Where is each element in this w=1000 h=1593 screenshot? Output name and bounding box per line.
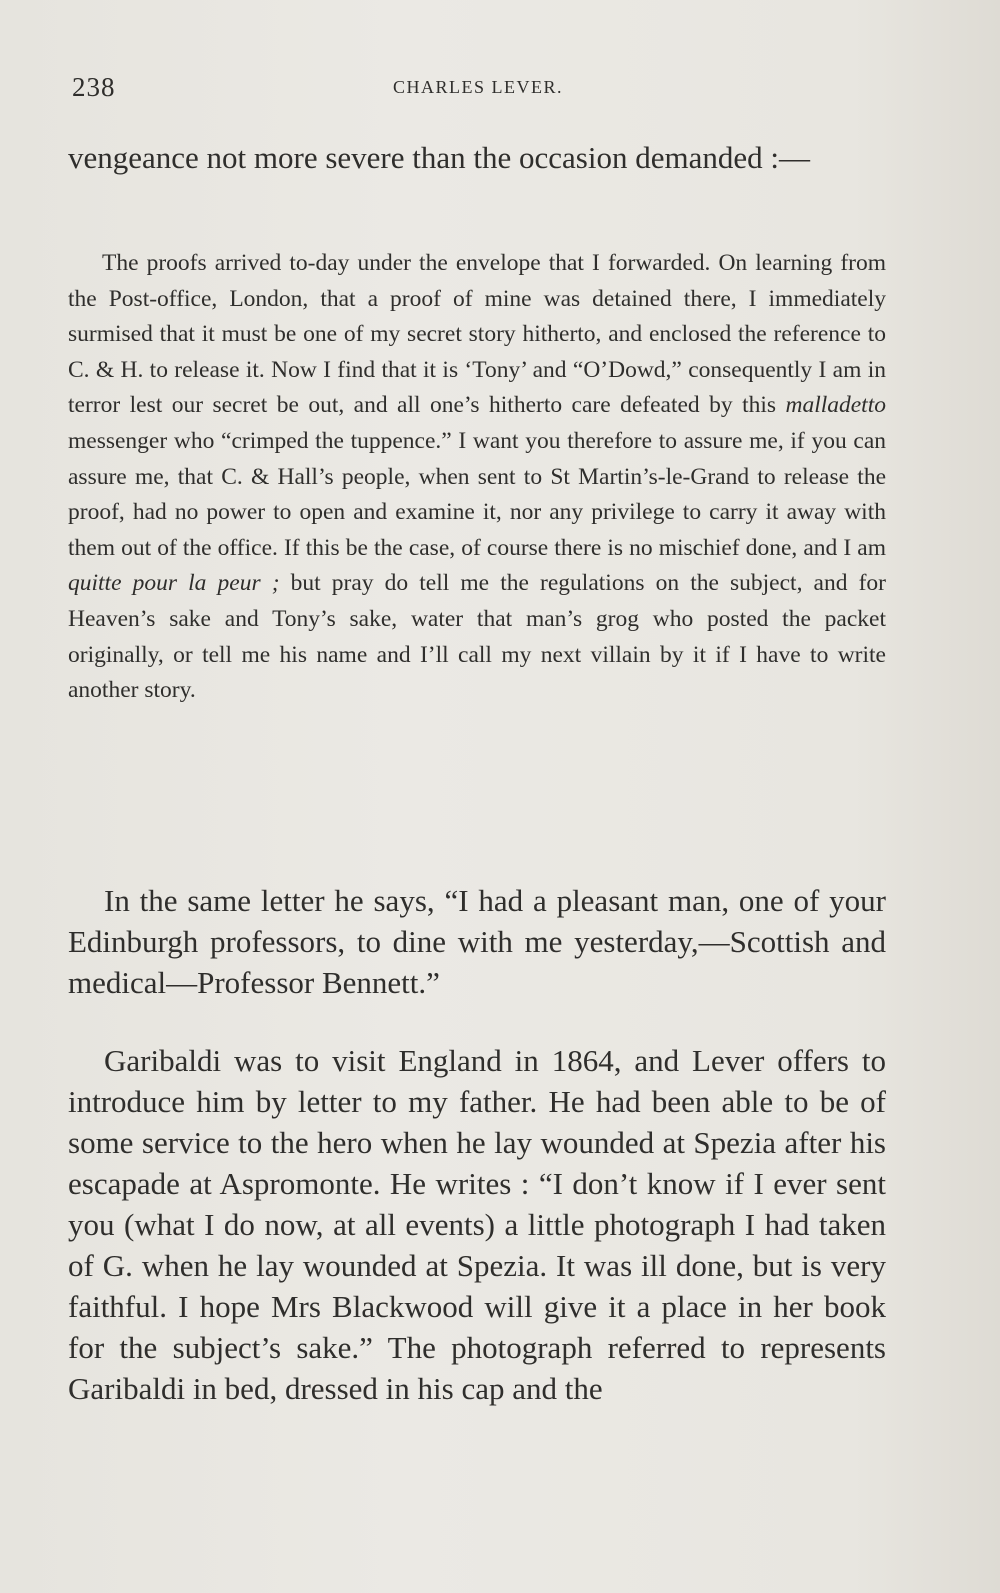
page-number: 238 <box>72 72 116 102</box>
running-head <box>72 72 884 112</box>
running-title: CHARLES LEVER. <box>392 77 563 97</box>
letter-italic-term-2: quitte pour la peur ; <box>68 570 280 597</box>
quoted-letter <box>68 246 886 709</box>
body-paragraph-1: In the same letter he says, “I had a pleasant man, one of your Edinburgh professors, to dine with me yesterday,—Scottish and medical—Professor Bennett.” <box>68 883 886 1000</box>
letter-italic-term-1: malladetto <box>785 392 886 419</box>
lead-in-text: vengeance not more severe than the occasion demanded :— <box>68 140 810 175</box>
letter-text-part-2: messenger who “crimped the tuppence.” I want you therefore to assure me, if you can assure me, that C. & Hall’s people, when sent to St Martin’s-le-Grand to release the proof, had no power to open and examine it, nor any privilege to carry it away with them out of the office. If this be the case, of course there is no mischief done, and I am <box>68 427 886 561</box>
body-paragraph-2: Garibaldi was to visit England in 1864, and Lever offers to introduce him by letter to my father. He had been able to be of some service to the hero when he lay wounded at Spezia after his escapade at Aspromonte. He writes : “I don’t know if I ever sent you (what I do now, at all events) a little photograph I had taken of G. when he lay wounded at Spezia. It was ill done, but is very faithful. I hope Mrs Blackwood will give it a place in her book for the subject’s sake.” The photograph referred to represents Garibaldi in bed, dressed in his cap and the <box>68 1043 886 1406</box>
letter-text-part-3: but pray do tell me the regulations on the subject, and for Heaven’s sake and Tony’s sake, water that man’s grog who posted the packet originally, or tell me his name and I’ll call my next villain by it if I have to write another story. <box>68 570 887 704</box>
letter-text-part-1: The proofs arrived to-day under the envelope that I forwarded. On learning from the Post-office, London, that a proof of mine was detained there, I immediately surmised that it must be one of my secret story hitherto, and enclosed the reference to C. & H. to release it. Now I find that it is ‘Tony’ and “O’Dowd,” consequently I am in terror lest our secret be out, and all one’s hitherto care defeated by this <box>68 250 886 419</box>
